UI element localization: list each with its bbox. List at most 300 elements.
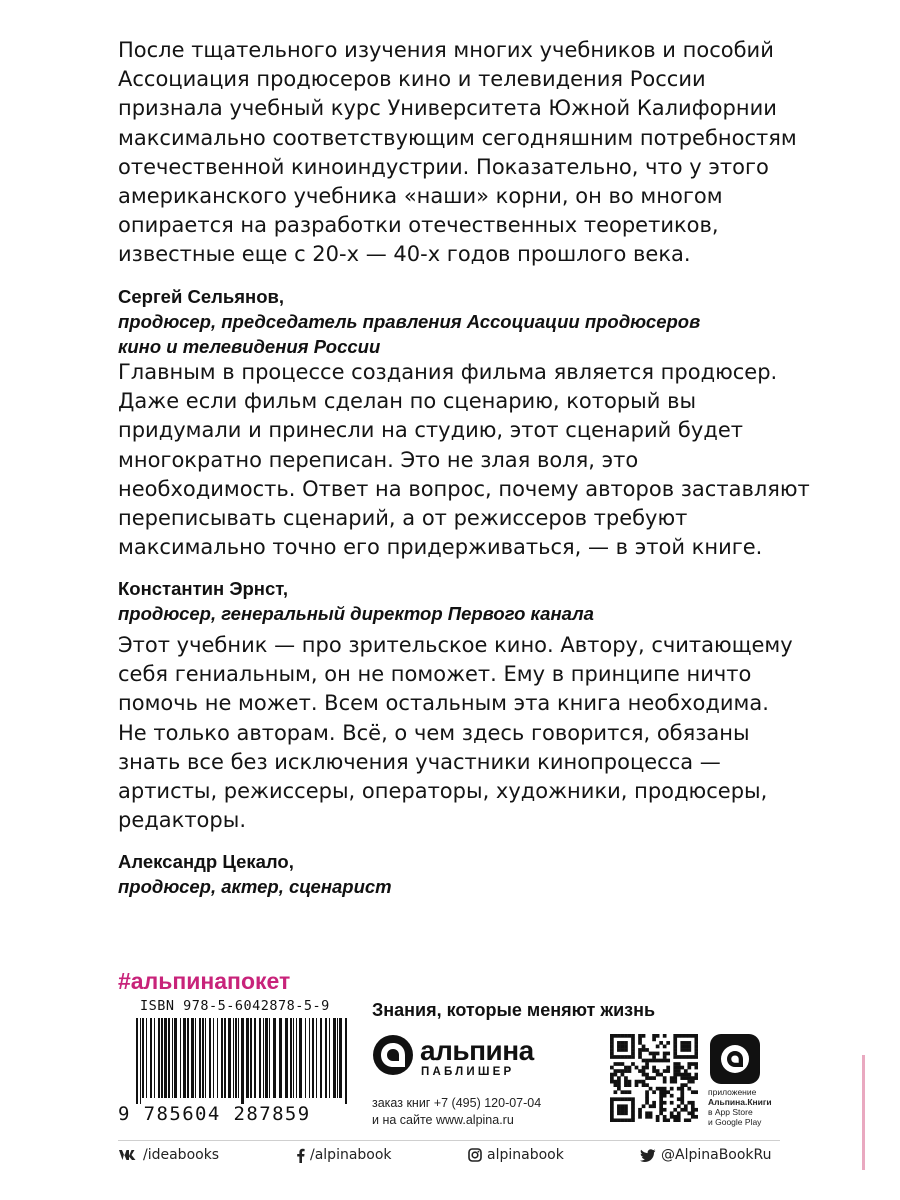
qr-module: [663, 1108, 667, 1112]
qr-module: [621, 1041, 625, 1045]
qr-module: [631, 1034, 635, 1038]
qr-module: [614, 1097, 618, 1101]
barcode-bar: [172, 1018, 173, 1098]
qr-module: [617, 1045, 621, 1049]
barcode-bar: [259, 1018, 261, 1098]
qr-module: [631, 1108, 635, 1112]
qr-module: [638, 1069, 642, 1073]
qr-module: [687, 1101, 691, 1105]
qr-module: [631, 1038, 635, 1042]
qr-module: [645, 1059, 649, 1063]
qr-module: [642, 1069, 646, 1073]
qr-module: [610, 1048, 614, 1052]
qr-module: [610, 1111, 614, 1115]
barcode-bar: [279, 1018, 282, 1098]
qr-module: [645, 1115, 649, 1119]
qr-module: [649, 1111, 653, 1115]
qr-module: [673, 1115, 677, 1119]
alpina-app-icon: [710, 1034, 760, 1084]
qr-module: [617, 1076, 621, 1080]
barcode-bar: [238, 1018, 239, 1098]
barcode-bar: [299, 1018, 302, 1098]
quote-author: Александр Цекало,: [118, 851, 294, 873]
qr-module: [694, 1052, 698, 1056]
qr-module: [610, 1055, 614, 1059]
barcode-bar: [224, 1018, 226, 1098]
social-instagram-label: alpinabook: [487, 1147, 564, 1163]
qr-module: [624, 1069, 628, 1073]
qr-module: [656, 1059, 660, 1063]
qr-module: [614, 1083, 618, 1087]
quote-author: Константин Эрнст,: [118, 578, 289, 600]
qr-module: [687, 1111, 691, 1115]
quote-text: [118, 36, 797, 270]
barcode-bar: [320, 1018, 322, 1098]
qr-module: [649, 1104, 653, 1108]
qr-module: [656, 1087, 660, 1091]
qr-module: [624, 1118, 628, 1122]
qr-module: [617, 1034, 621, 1038]
qr-module: [621, 1111, 625, 1115]
vk-icon: [118, 1149, 138, 1161]
qr-module: [663, 1052, 667, 1056]
qr-module: [642, 1059, 646, 1063]
qr-module: [670, 1101, 674, 1105]
qr-module: [691, 1111, 695, 1115]
qr-module: [687, 1045, 691, 1049]
qr-module: [673, 1076, 677, 1080]
qr-module: [642, 1048, 646, 1052]
qr-module: [684, 1048, 688, 1052]
qr-module: [666, 1059, 670, 1063]
qr-module: [624, 1111, 628, 1115]
qr-module: [677, 1111, 681, 1115]
qr-module: [663, 1090, 667, 1094]
qr-module: [617, 1048, 621, 1052]
qr-module: [694, 1108, 698, 1112]
qr-module: [645, 1076, 649, 1080]
barcode-bar: [205, 1018, 206, 1098]
qr-module: [652, 1090, 656, 1094]
barcode-bar: [136, 1018, 138, 1104]
qr-module: [694, 1090, 698, 1094]
alpina-logo-icon: [372, 1034, 414, 1076]
quote-line: отечественной киноиндустрии. Показательно, что у этого: [118, 154, 769, 179]
qr-module: [673, 1038, 677, 1042]
app-caption-line: и Google Play: [708, 1117, 762, 1127]
qr-module: [631, 1055, 635, 1059]
qr-module: [677, 1087, 681, 1091]
qr-module: [694, 1076, 698, 1080]
qr-module: [642, 1066, 646, 1070]
qr-module: [617, 1069, 621, 1073]
qr-module: [680, 1087, 684, 1091]
qr-module: [680, 1073, 684, 1077]
qr-module: [684, 1118, 688, 1122]
qr-module: [628, 1066, 632, 1070]
qr-module: [673, 1062, 677, 1066]
qr-module: [670, 1111, 674, 1115]
qr-module: [617, 1108, 621, 1112]
barcode-bar: [312, 1018, 314, 1098]
qr-module: [642, 1034, 646, 1038]
qr-module: [680, 1108, 684, 1112]
qr-module: [666, 1052, 670, 1056]
barcode-bar: [325, 1018, 327, 1098]
qr-module: [614, 1069, 618, 1073]
quote-text: [118, 631, 793, 835]
qr-module: [642, 1073, 646, 1077]
qr-module: [666, 1066, 670, 1070]
barcode-bars: [118, 1018, 358, 1104]
barcode-bar: [154, 1018, 155, 1098]
qr-module: [617, 1055, 621, 1059]
qr-module: [656, 1073, 660, 1077]
app-caption-line: Альпина.Книги: [708, 1097, 772, 1107]
qr-module: [684, 1034, 688, 1038]
barcode-bar: [296, 1018, 297, 1098]
qr-module: [628, 1118, 632, 1122]
barcode-bar: [195, 1018, 196, 1098]
qr-module: [673, 1069, 677, 1073]
qr-module: [642, 1080, 646, 1084]
qr-module: [642, 1104, 646, 1108]
barcode-bar: [316, 1018, 317, 1098]
quote-line: помочь не может. Всем остальным эта книга необходима.: [118, 691, 769, 716]
qr-module: [621, 1118, 625, 1122]
qr-module: [684, 1041, 688, 1045]
qr-module: [663, 1055, 667, 1059]
qr-module: [673, 1066, 677, 1070]
isbn-number: ISBN 978-5-6042878-5-9: [140, 998, 330, 1014]
qr-module: [673, 1080, 677, 1084]
qr-module: [670, 1087, 674, 1091]
qr-module: [614, 1080, 618, 1084]
qr-module: [666, 1041, 670, 1045]
barcode-bar: [329, 1018, 330, 1098]
quote-line: Главным в процессе создания фильма является продюсер.: [118, 360, 778, 384]
qr-module: [663, 1069, 667, 1073]
qr-module: [628, 1080, 632, 1084]
social-facebook[interactable]: [296, 1147, 392, 1163]
qr-module: [610, 1104, 614, 1108]
qr-module: [652, 1076, 656, 1080]
qr-module: [659, 1111, 663, 1115]
quote-line: артисты, режиссеры, операторы, художники, продюсеры,: [118, 779, 768, 804]
qr-module: [614, 1034, 618, 1038]
qr-module: [663, 1076, 667, 1080]
quote-line: максимально точно его придерживаться, — в этой книге.: [118, 535, 763, 560]
barcode-bar: [254, 1018, 256, 1098]
qr-module: [631, 1052, 635, 1056]
qr-module: [645, 1101, 649, 1105]
qr-module: [610, 1076, 614, 1080]
qr-module: [614, 1118, 618, 1122]
quote-line: Даже если фильм сделан по сценарию, который вы: [118, 389, 697, 414]
qr-module: [663, 1101, 667, 1105]
qr-module: [645, 1083, 649, 1087]
qr-module: [638, 1048, 642, 1052]
barcode-bar: [250, 1018, 252, 1098]
qr-module: [638, 1052, 642, 1056]
qr-module: [624, 1083, 628, 1087]
qr-module: [617, 1104, 621, 1108]
qr-module: [659, 1094, 663, 1098]
qr-module: [638, 1034, 642, 1038]
qr-module: [694, 1073, 698, 1077]
barcode-bar: [150, 1018, 152, 1098]
qr-module: [687, 1118, 691, 1122]
quote-block-3: [118, 631, 793, 899]
qr-module: [631, 1115, 635, 1119]
barcode-bar: [191, 1018, 194, 1098]
barcode-bar: [161, 1018, 163, 1098]
qr-module: [687, 1055, 691, 1059]
barcode-bar: [180, 1018, 181, 1098]
qr-module: [691, 1076, 695, 1080]
barcode-bar: [164, 1018, 167, 1098]
qr-module: [677, 1069, 681, 1073]
qr-module: [694, 1038, 698, 1042]
qr-module: [610, 1097, 614, 1101]
qr-module: [677, 1115, 681, 1119]
quote-line: опирается на разработки отечественных теоретиков,: [118, 213, 719, 238]
qr-module: [680, 1094, 684, 1098]
qr-module: [659, 1097, 663, 1101]
barcode-bar: [337, 1018, 338, 1098]
qr-module: [666, 1118, 670, 1122]
qr-module: [677, 1097, 681, 1101]
qr-module: [628, 1090, 632, 1094]
twitter-icon: [640, 1149, 656, 1162]
social-twitter[interactable]: [640, 1147, 772, 1163]
quote-line: многократно переписан. Это не злая воля, это: [118, 447, 639, 472]
qr-module: [687, 1073, 691, 1077]
qr-module: [652, 1104, 656, 1108]
qr-module: [631, 1101, 635, 1105]
qr-module: [684, 1045, 688, 1049]
qr-module: [670, 1094, 674, 1098]
qr-module: [624, 1034, 628, 1038]
qr-module: [694, 1055, 698, 1059]
qr-module: [680, 1083, 684, 1087]
barcode-bar: [339, 1018, 342, 1098]
qr-module: [628, 1083, 632, 1087]
quote-line: признала учебный курс Университета Южной Калифорнии: [118, 96, 777, 121]
qr-module: [652, 1055, 656, 1059]
qr-module: [694, 1115, 698, 1119]
qr-module: [638, 1055, 642, 1059]
qr-module: [621, 1045, 625, 1049]
qr-module: [691, 1055, 695, 1059]
qr-module: [691, 1104, 695, 1108]
qr-module: [691, 1108, 695, 1112]
qr-module: [680, 1045, 684, 1049]
qr-module: [656, 1034, 660, 1038]
qr-module: [659, 1041, 663, 1045]
barcode-bar: [187, 1018, 189, 1098]
qr-module: [663, 1087, 667, 1091]
quote-line: максимально соответствующим сегодняшним потребностям: [118, 125, 797, 150]
qr-module: [670, 1080, 674, 1084]
qr-module: [617, 1087, 621, 1091]
qr-module: [694, 1066, 698, 1070]
qr-module: [684, 1076, 688, 1080]
qr-module: [687, 1087, 691, 1091]
qr-module: [656, 1052, 660, 1056]
barcode-bar: [209, 1018, 211, 1098]
barcode-bar: [217, 1018, 218, 1098]
qr-module: [684, 1073, 688, 1077]
app-caption-line: в App Store: [708, 1107, 753, 1117]
quote-text: [118, 358, 810, 562]
qr-module: [663, 1045, 667, 1049]
quote-line: После тщательного изучения многих учебников и пособий: [118, 38, 774, 62]
publisher-slogan: Знания, которые меняют жизнь: [372, 1000, 656, 1020]
qr-module: [691, 1101, 695, 1105]
qr-module: [680, 1066, 684, 1070]
quote-line: необходимость. Ответ на вопрос, почему авторов заставляют: [118, 476, 810, 501]
qr-module: [687, 1080, 691, 1084]
qr-module: [635, 1066, 639, 1070]
quote-line: редакторы.: [118, 808, 246, 833]
social-twitter-label: @AlpinaBookRu: [661, 1147, 772, 1163]
qr-module: [610, 1045, 614, 1049]
barcode-bar: [140, 1018, 141, 1104]
barcode-bar: [174, 1018, 177, 1098]
qr-module: [684, 1083, 688, 1087]
qr-module: [680, 1076, 684, 1080]
qr-module: [621, 1048, 625, 1052]
qr-module: [691, 1090, 695, 1094]
qr-module: [680, 1048, 684, 1052]
barcode-digits: 9 785604 287859: [118, 1103, 311, 1125]
qr-module: [677, 1104, 681, 1108]
social-facebook-label: /alpinabook: [310, 1147, 392, 1163]
app-caption: [708, 1087, 798, 1127]
qr-module: [673, 1073, 677, 1077]
qr-module: [624, 1104, 628, 1108]
qr-module: [624, 1045, 628, 1049]
barcode-bar: [199, 1018, 201, 1098]
qr-module: [663, 1115, 667, 1119]
qr-module: [645, 1097, 649, 1101]
quote-author: Сергей Сельянов,: [118, 285, 285, 307]
qr-module: [621, 1073, 625, 1077]
qr-module: [652, 1069, 656, 1073]
qr-module: [610, 1066, 614, 1070]
qr-module: [631, 1111, 635, 1115]
qr-module: [645, 1111, 649, 1115]
qr-module: [621, 1034, 625, 1038]
qr-module: [673, 1055, 677, 1059]
qr-module: [642, 1083, 646, 1087]
qr-module: [631, 1041, 635, 1045]
qr-module: [610, 1034, 614, 1038]
qr-module: [659, 1090, 663, 1094]
qr-code: [610, 1034, 698, 1122]
qr-module: [673, 1041, 677, 1045]
qr-module: [663, 1034, 667, 1038]
qr-module: [610, 1118, 614, 1122]
barcode-bar: [290, 1018, 292, 1098]
qr-module: [666, 1069, 670, 1073]
qr-module: [687, 1034, 691, 1038]
qr-module: [649, 1115, 653, 1119]
qr-module: [624, 1048, 628, 1052]
qr-module: [687, 1066, 691, 1070]
barcode-bar: [265, 1018, 268, 1098]
barcode-bar: [345, 1018, 347, 1104]
qr-module: [614, 1055, 618, 1059]
quote-line: себя гениальным, он не поможет. Ему в принципе ничто: [118, 662, 752, 687]
qr-module: [621, 1069, 625, 1073]
qr-module: [673, 1034, 677, 1038]
qr-module: [656, 1069, 660, 1073]
qr-module: [656, 1115, 660, 1119]
social-vk[interactable]: [118, 1147, 219, 1163]
social-vk-label: /ideabooks: [143, 1147, 220, 1163]
qr-module: [673, 1045, 677, 1049]
qr-module: [680, 1041, 684, 1045]
qr-module: [649, 1076, 653, 1080]
qr-module: [680, 1090, 684, 1094]
qr-module: [642, 1045, 646, 1049]
qr-module: [624, 1076, 628, 1080]
qr-module: [673, 1108, 677, 1112]
qr-module: [684, 1055, 688, 1059]
qr-module: [694, 1048, 698, 1052]
publisher-subtitle: ПАБЛИШЕР: [421, 1066, 515, 1078]
qr-module: [645, 1048, 649, 1052]
qr-module: [624, 1066, 628, 1070]
qr-module: [659, 1101, 663, 1105]
series-hashtag: #альпинапокет: [118, 968, 291, 994]
social-instagram[interactable]: [468, 1147, 564, 1163]
qr-module: [687, 1062, 691, 1066]
qr-module: [652, 1059, 656, 1063]
qr-module: [631, 1104, 635, 1108]
quote-line: знать все без исключения участники кинопроцесса —: [118, 749, 721, 774]
app-caption-line: приложение: [708, 1087, 757, 1097]
order-phone: заказ книг +7 (495) 120-07-04: [372, 1096, 542, 1110]
qr-module: [638, 1080, 642, 1084]
qr-module: [652, 1052, 656, 1056]
qr-module: [628, 1097, 632, 1101]
quote-line: Ассоциация продюсеров кино и телевидения России: [118, 67, 706, 92]
qr-module: [680, 1097, 684, 1101]
qr-module: [624, 1097, 628, 1101]
qr-module: [670, 1076, 674, 1080]
quote-author-role: продюсер, генеральный директор Первого канала: [118, 603, 594, 625]
qr-module: [624, 1055, 628, 1059]
qr-module: [659, 1059, 663, 1063]
qr-module: [617, 1062, 621, 1066]
qr-module: [659, 1073, 663, 1077]
isbn-barcode: [118, 998, 358, 1128]
barcode-bar: [233, 1018, 234, 1098]
qr-module: [677, 1034, 681, 1038]
qr-module: [677, 1062, 681, 1066]
qr-module: [673, 1118, 677, 1122]
qr-module: [631, 1097, 635, 1101]
qr-module: [684, 1108, 688, 1112]
order-website: и на сайте www.alpina.ru: [372, 1113, 514, 1127]
qr-module: [680, 1101, 684, 1105]
qr-module: [677, 1055, 681, 1059]
qr-module: [680, 1055, 684, 1059]
qr-module: [691, 1034, 695, 1038]
